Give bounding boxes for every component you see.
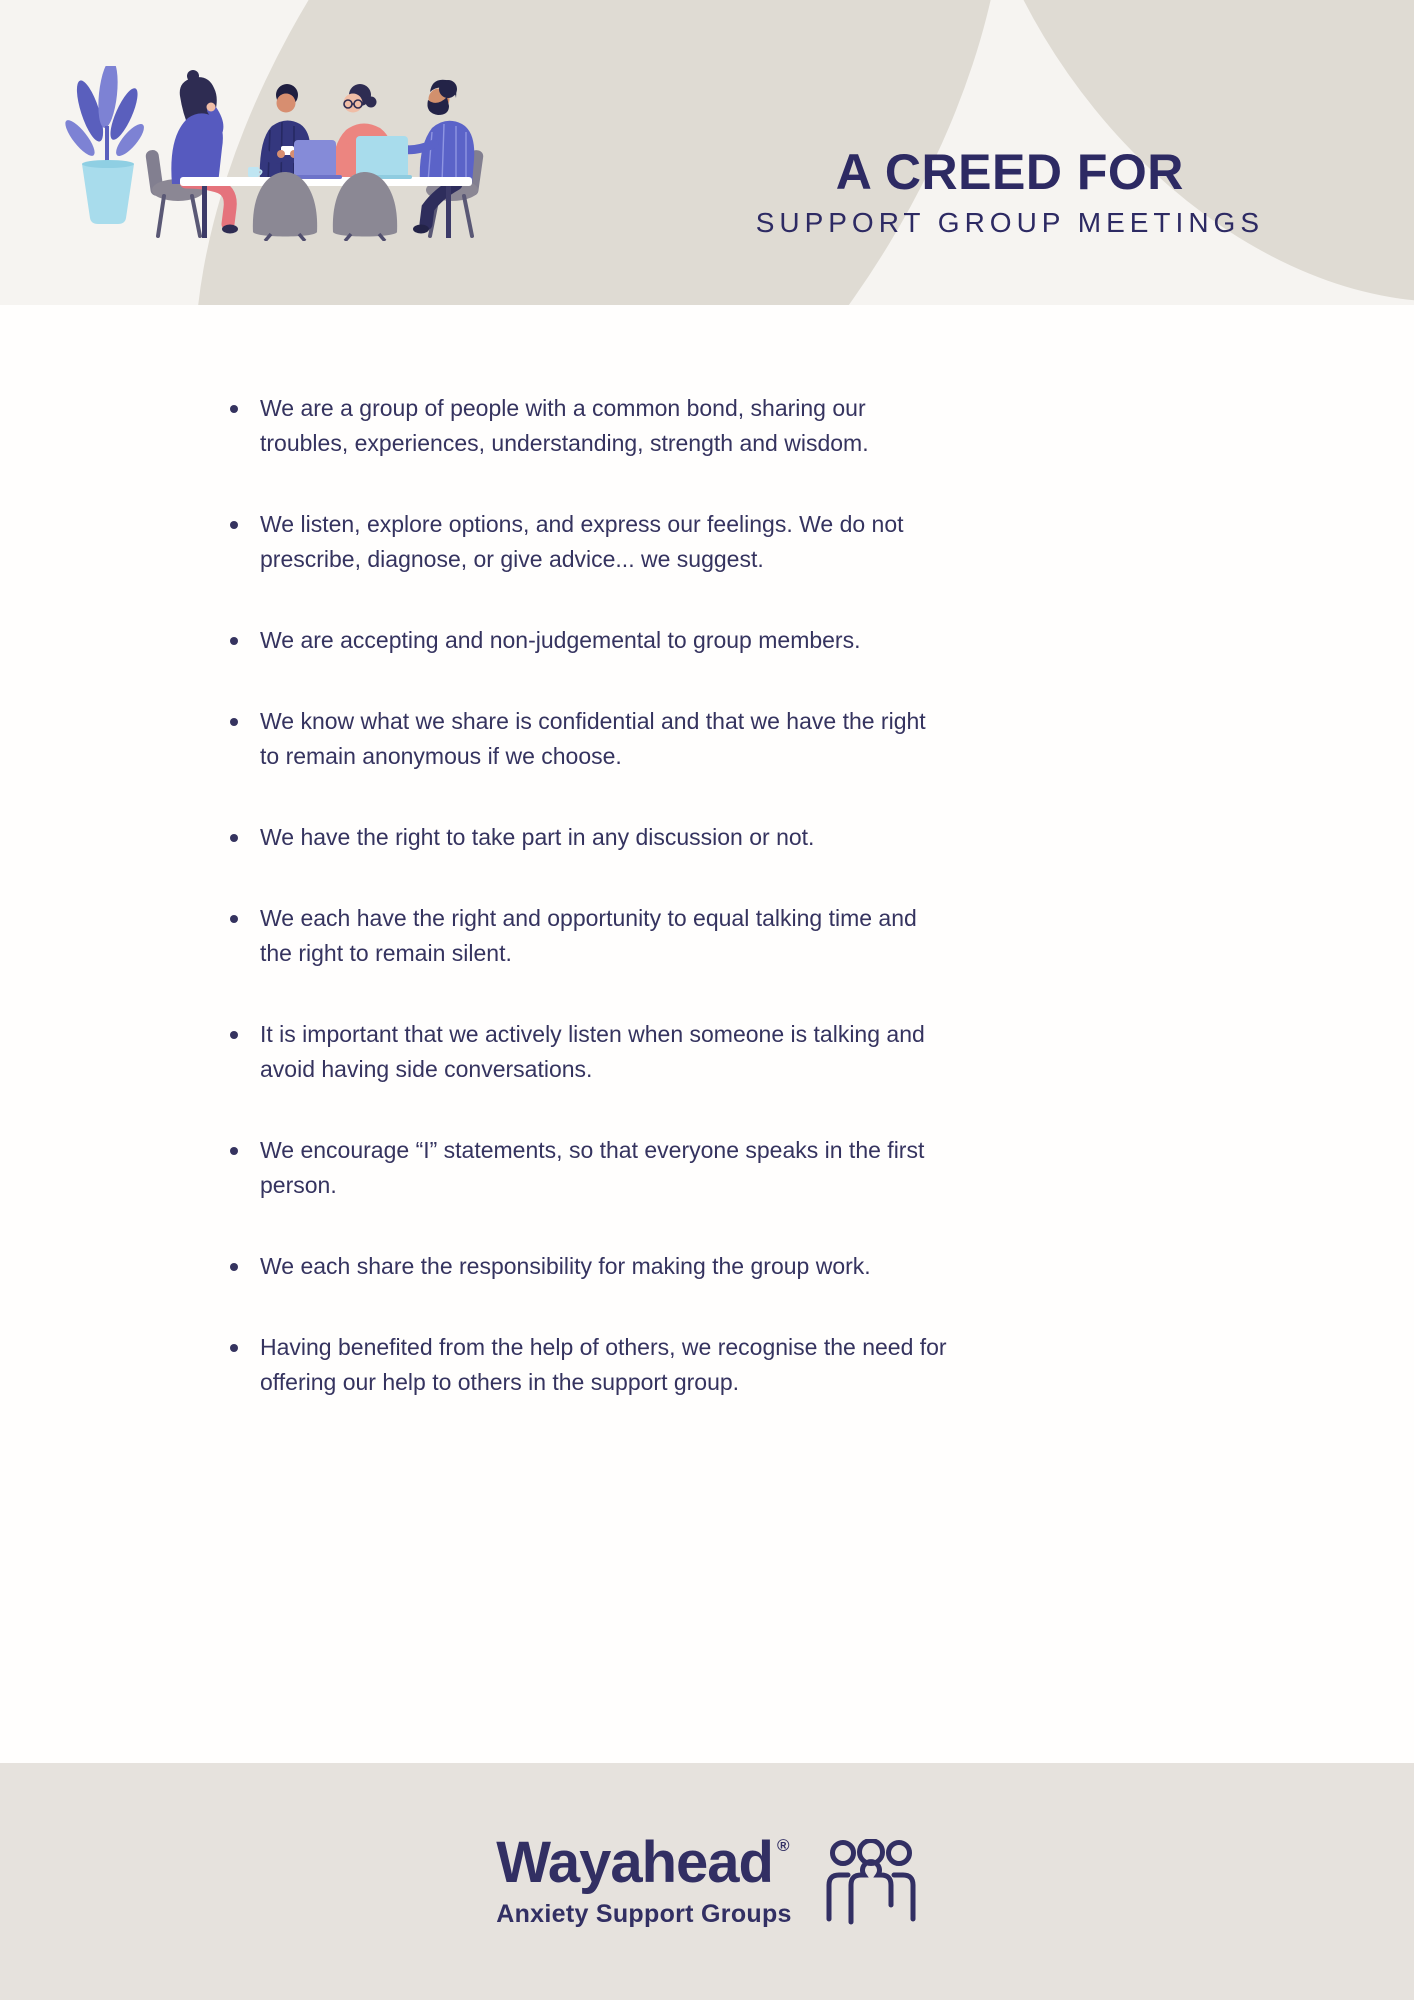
title-block xyxy=(756,146,1264,239)
creed-item: We are a group of people with a common bond, sharing our troubles, experiences, understanding, strength and wisdom. xyxy=(230,391,950,461)
brand-tagline: Anxiety Support Groups xyxy=(496,1900,792,1928)
header xyxy=(0,0,1414,305)
creed-item: We are accepting and non-judgemental to group members. xyxy=(230,623,950,658)
laptop-purple-icon xyxy=(288,140,342,179)
creed-item: It is important that we actively listen when someone is talking and avoid having side conversations. xyxy=(230,1017,950,1087)
page-subtitle: SUPPORT GROUP MEETINGS xyxy=(755,206,1264,238)
registered-trademark-icon: ® xyxy=(776,1836,790,1855)
creed-list xyxy=(230,391,950,1400)
coffee-cup-icon xyxy=(248,167,262,177)
creed-item: We each share the responsibility for making the group work. xyxy=(230,1249,950,1284)
creed-content xyxy=(0,305,1414,1400)
creed-item: We encourage “I” statements, so that everyone speaks in the first person. xyxy=(230,1133,950,1203)
creed-item: We know what we share is confidential and that we have the right to remain anonymous if we choose. xyxy=(230,704,950,774)
footer xyxy=(0,1763,1414,2000)
creed-item: We have the right to take part in any discussion or not. xyxy=(230,820,950,855)
creed-item: Having benefited from the help of others, we recognise the need for offering our help to others in the support group. xyxy=(230,1330,950,1400)
creed-item: We each have the right and opportunity to equal talking time and the right to remain silent. xyxy=(230,901,950,971)
brand-block xyxy=(496,1830,792,1929)
plant-icon xyxy=(61,66,148,224)
people-icon xyxy=(824,1839,918,1925)
page-title: A CREED FOR xyxy=(835,144,1184,200)
meeting-illustration xyxy=(60,66,530,241)
creed-item: We listen, explore options, and express our feelings. We do not prescribe, diagnose, or give advice... we suggest. xyxy=(230,507,950,577)
brand-wordmark: Wayahead xyxy=(496,1830,773,1895)
